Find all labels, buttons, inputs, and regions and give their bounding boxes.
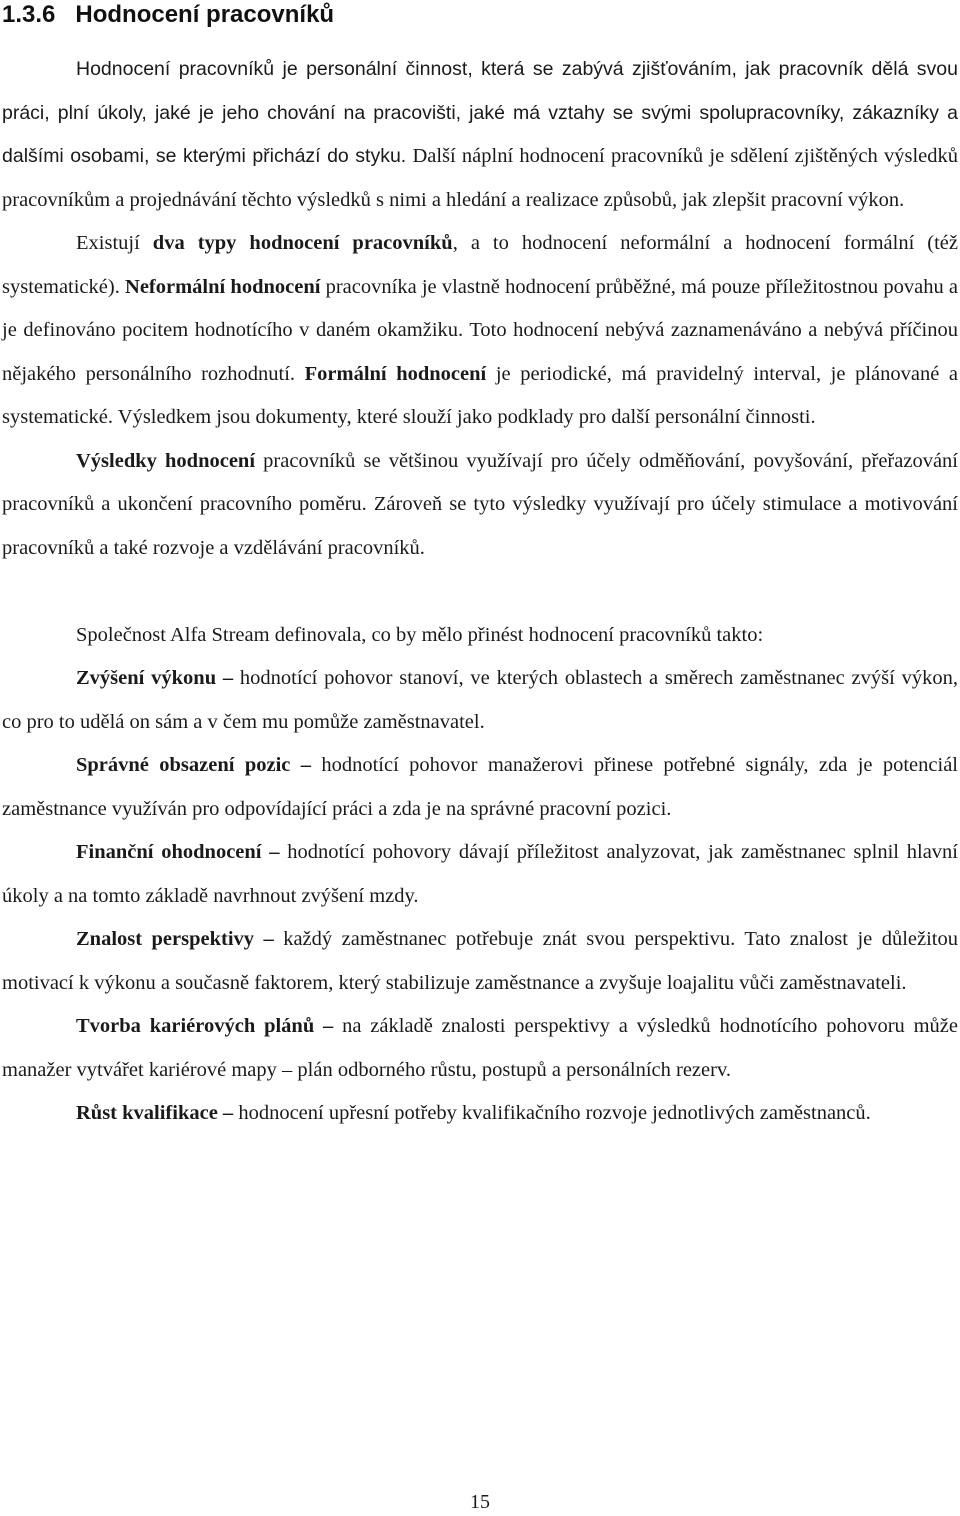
bold-term: dva typy hodnocení pracovníků (152, 232, 453, 254)
item-term: Růst kvalifikace – (76, 1102, 234, 1124)
item-text: hodnotící pohovory dávají příležitost analyzovat, jak zaměstnanec splnil hlavní úkoly a na tomto základě navrhnout zvýšení mzdy. (2, 841, 958, 907)
text-run: pracovníka je vlastně hodnocení průběžné, má pouze příležitostnou povahu a je definováno pocitem hodnotícího v daném okamžiku. Toto hodnocení nebývá zaznamenáváno a nebývá příčinou nějakého personálního rozhodnutí. (2, 275, 958, 385)
item-text: hodnotící pohovor stanoví, ve kterých oblastech a směrech zaměstnanec zvýší výkon, co pro to udělá on sám a v čem mu pomůže zaměstnavatel. (2, 667, 958, 733)
text-run: je periodické, má pravidelný interval, je plánované a systematické. Výsledkem jsou dokumenty, které slouží jako podklady pro další personální činnosti. (2, 362, 959, 428)
paragraph-company (2, 614, 958, 658)
bold-term: Formální hodnocení (304, 362, 487, 385)
list-item (2, 657, 958, 744)
section-number: 1.3.6 (2, 1, 56, 28)
text-run: Společnost Alfa Stream definovala, co by mělo přinést hodnocení pracovníků takto: (76, 623, 764, 646)
list-item (2, 831, 958, 918)
text-run: , a to hodnocení neformální a hodnocení formální (též systematické). (2, 232, 958, 298)
paragraph-intro (2, 48, 958, 222)
section-heading (2, 0, 334, 30)
list-item (2, 918, 958, 1005)
page-number: 15 (470, 1491, 490, 1513)
item-term: Finanční ohodnocení – (76, 841, 280, 863)
bold-term: Neformální hodnocení (125, 275, 321, 298)
item-term: Správné obsazení pozic – (76, 754, 311, 776)
text-run: Existují (76, 232, 153, 254)
item-text: každý zaměstnanec potřebuje znát svou perspektivu. Tato znalost je důležitou motivací k výkonu a současně faktorem, který stabilizuje zaměstnance a zvyšuje loajalitu vůči zaměstnavateli. (2, 928, 958, 994)
text-run: pracovníků se většinou využívají pro účely odměňování, povyšování, přeřazování pracovníků a ukončení pracovního poměru. Zároveň se tyto výsledky využívají pro účely stimulace a motivování pracovníků a také rozvoje a vzdělávání pracovníků. (2, 449, 958, 559)
list-item (2, 1005, 958, 1092)
item-term: Zvýšení výkonu – (76, 667, 234, 689)
item-text: hodnocení upřesní potřeby kvalifikačního rozvoje jednotlivých zaměstnanců. (233, 1102, 871, 1124)
item-text: hodnotící pohovor manažerovi přinese potřebné signály, zda je potenciál zaměstnance využíván pro odpovídající práci a zda je na správné pracovní pozici. (2, 754, 958, 820)
paragraph-results (2, 440, 958, 571)
intro-sentence: Další náplní hodnocení pracovníků je sdělení zjištěných výsledků pracovníkům a projednávání těchto výsledků s nimi a hledání a realizace způsobů, jak zlepšit pracovní výkon. (2, 145, 959, 211)
list-item (2, 1092, 958, 1136)
paragraph-types (2, 222, 958, 440)
item-term: Tvorba kariérových plánů – (76, 1015, 334, 1037)
document-body (2, 48, 958, 1136)
item-term: Znalost perspektivy – (76, 928, 274, 950)
intro-sentence: Hodnocení pracovníků je personální činnost, která se zabývá zjišťováním, jak pracovník dělá svou práci, plní úkoly, jaké je jeho chování na pracovišti, jaké má vztahy se svými spolupracovníky, zákazníky a dalšími osobami, se kterými přichází do styku. (2, 58, 958, 167)
bold-term: Výsledky hodnocení (76, 449, 256, 472)
section-title: Hodnocení pracovníků (75, 1, 335, 28)
list-item (2, 744, 958, 831)
item-text: na základě znalosti perspektivy a výsledků hodnotícího pohovoru může manažer vytvářet kariérové mapy – plán odborného růstu, postupů a personálních rezerv. (2, 1015, 958, 1081)
